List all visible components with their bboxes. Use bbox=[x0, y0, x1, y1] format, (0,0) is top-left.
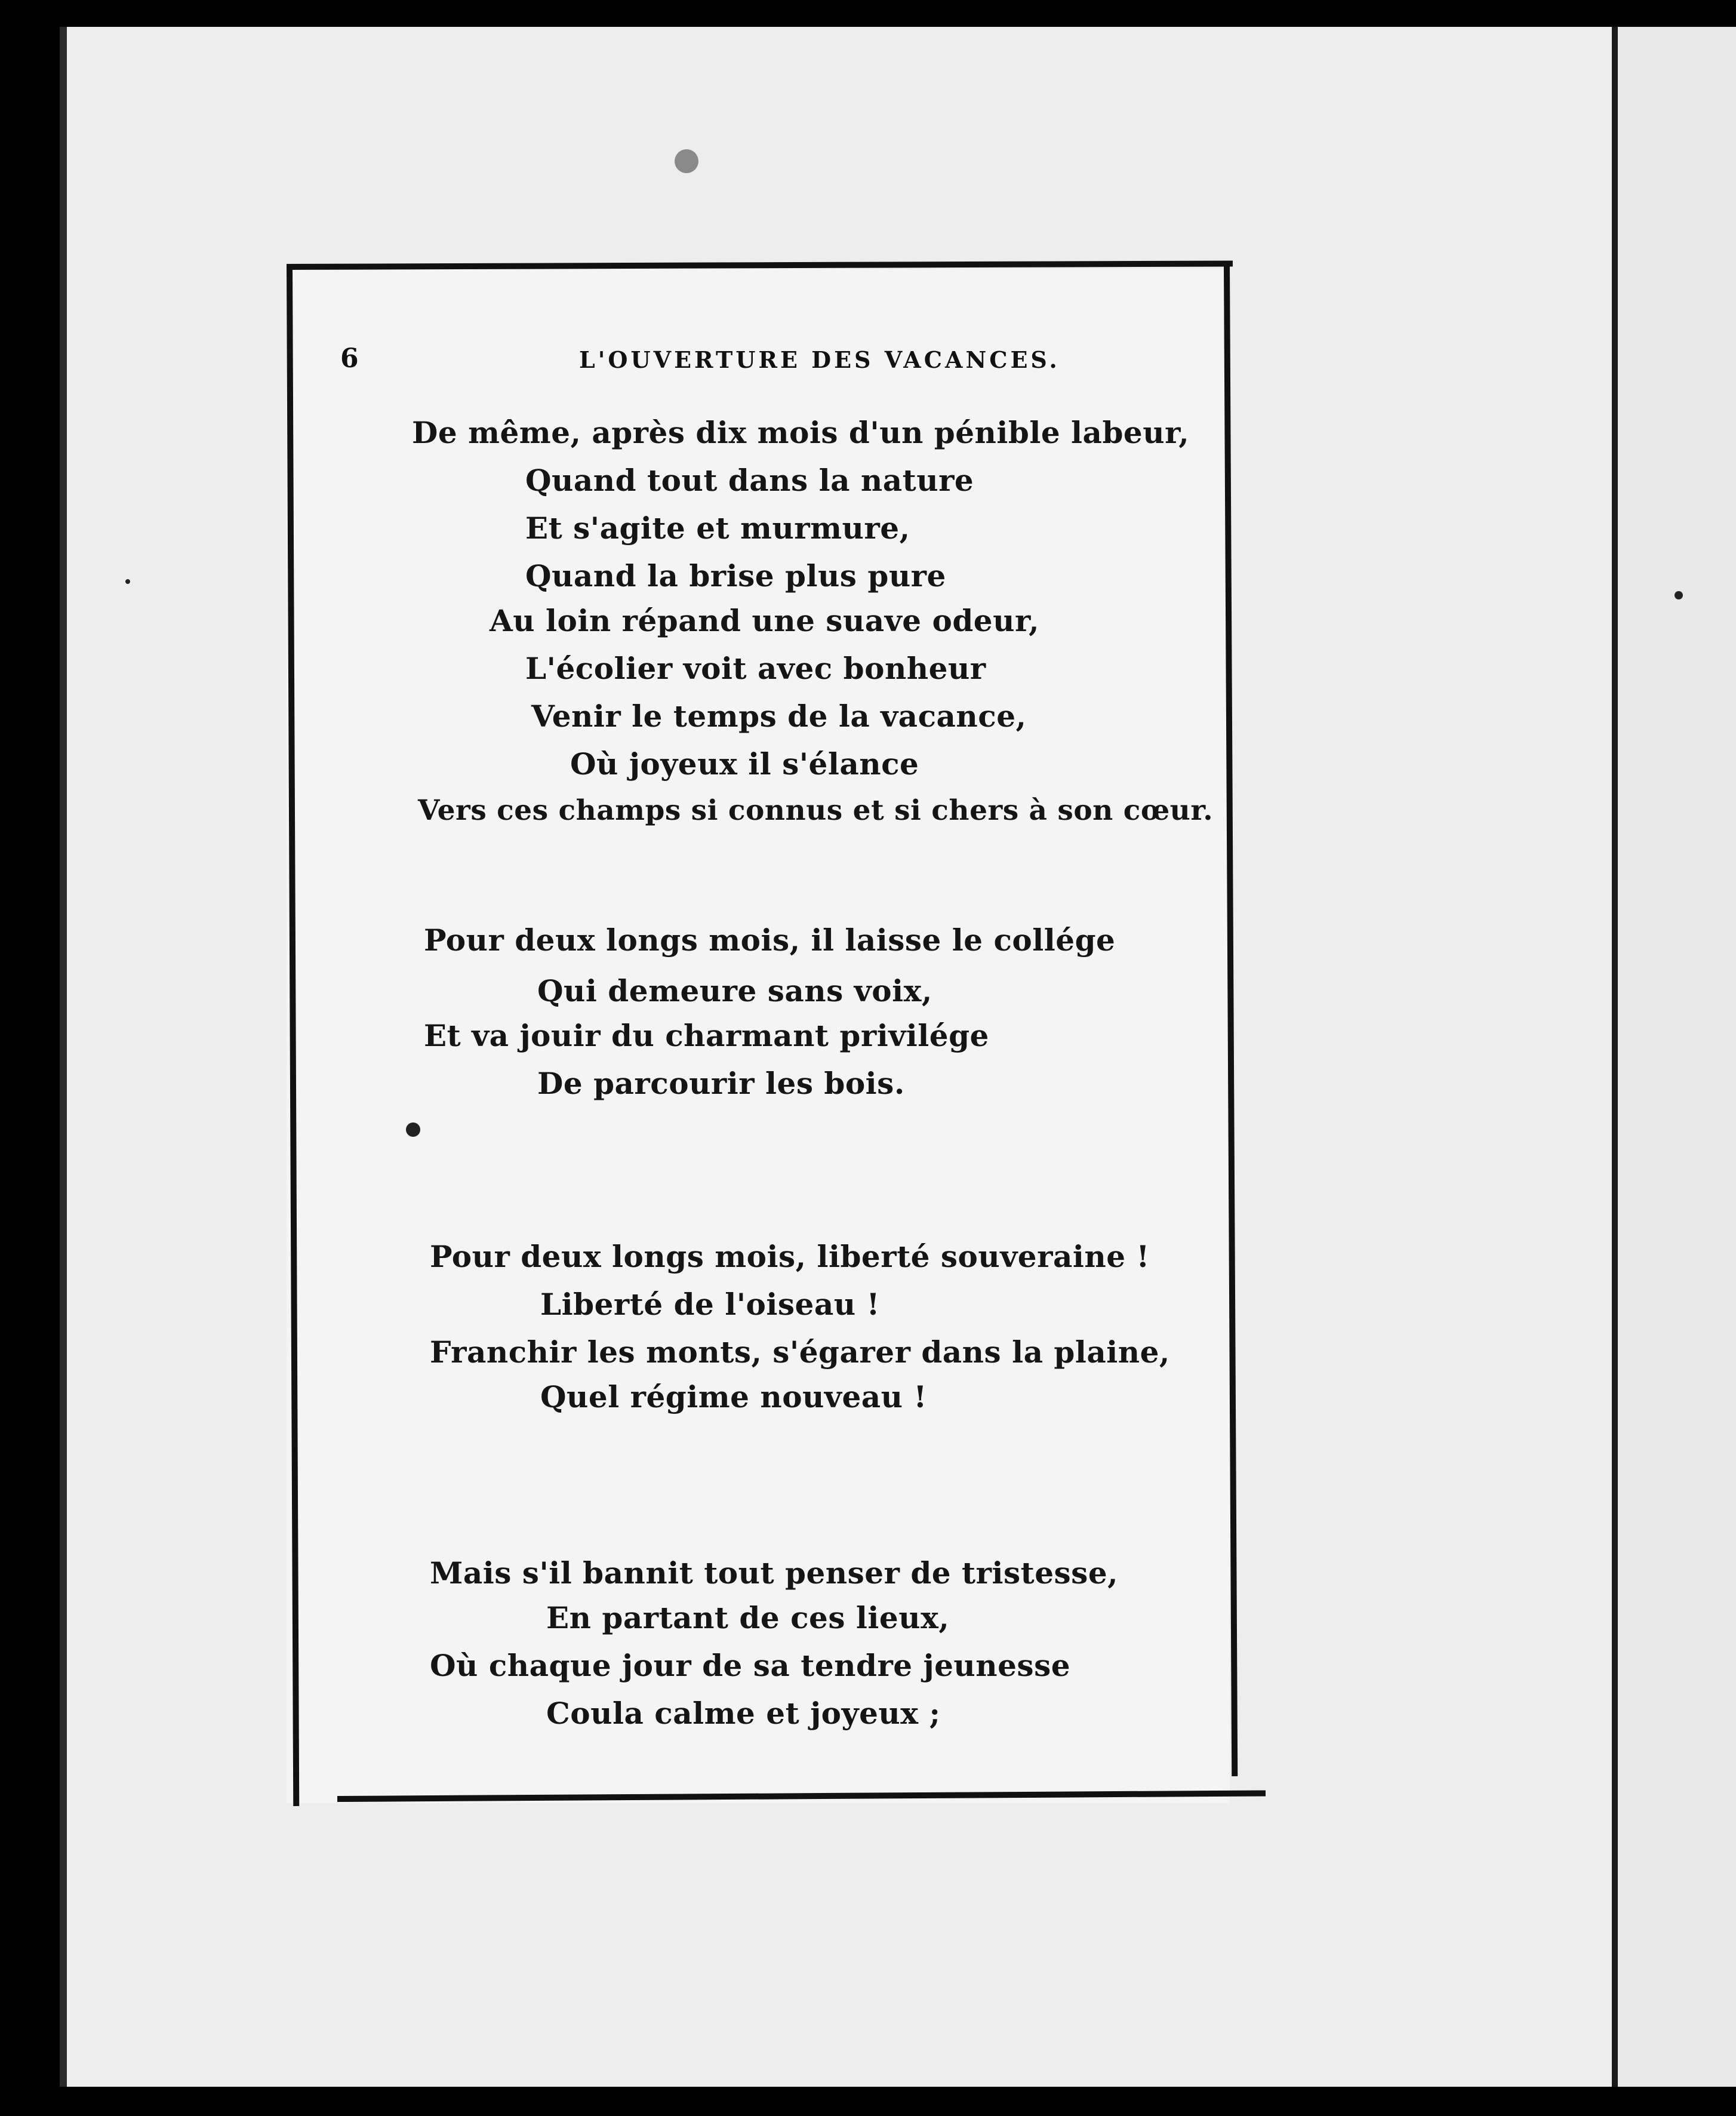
poem-line: Coula calme et joyeux ; bbox=[546, 1696, 941, 1731]
running-head: L'OUVERTURE DES VACANCES. bbox=[579, 346, 1060, 373]
ink-blot bbox=[406, 1122, 420, 1137]
poem-line: Au loin répand une suave odeur, bbox=[490, 603, 1040, 638]
poem-line: Où joyeux il s'élance bbox=[570, 746, 919, 782]
paper-stain bbox=[675, 149, 698, 173]
poem-line: L'écolier voit avec bonheur bbox=[525, 651, 986, 686]
poem-line: Quel régime nouveau ! bbox=[540, 1379, 927, 1414]
ink-speck bbox=[1675, 591, 1683, 599]
ink-speck bbox=[125, 579, 130, 584]
poem-line: Liberté de l'oiseau ! bbox=[540, 1287, 880, 1322]
adjacent-page-strip bbox=[1618, 27, 1736, 2087]
poem-line: Venir le temps de la vacance, bbox=[531, 699, 1027, 734]
poem-line: Où chaque jour de sa tendre jeunesse bbox=[430, 1648, 1071, 1683]
poem-line: En partant de ces lieux, bbox=[546, 1600, 950, 1635]
page-number: 6 bbox=[340, 343, 359, 374]
poem-line: De parcourir les bois. bbox=[537, 1066, 905, 1101]
poem-line: Pour deux longs mois, il laisse le collége bbox=[424, 922, 1116, 958]
poem-line: Et va jouir du charmant privilége bbox=[424, 1018, 989, 1053]
poem-line: Qui demeure sans voix, bbox=[537, 973, 932, 1008]
poem-line: Quand la brise plus pure bbox=[525, 558, 946, 593]
poem-line: De même, après dix mois d'un pénible labeur, bbox=[412, 415, 1190, 450]
poem-line: Pour deux longs mois, liberté souveraine ! bbox=[430, 1239, 1150, 1274]
poem-line: Mais s'il bannit tout penser de tristesse, bbox=[430, 1555, 1119, 1591]
poem-line: Franchir les monts, s'égarer dans la plaine, bbox=[430, 1334, 1170, 1370]
scan-left-edge bbox=[60, 27, 67, 2087]
poem-line: Vers ces champs si connus et si chers à son cœur. bbox=[418, 794, 1214, 827]
poem-line: Et s'agite et murmure, bbox=[525, 510, 910, 546]
poem-line: Quand tout dans la nature bbox=[525, 463, 974, 498]
